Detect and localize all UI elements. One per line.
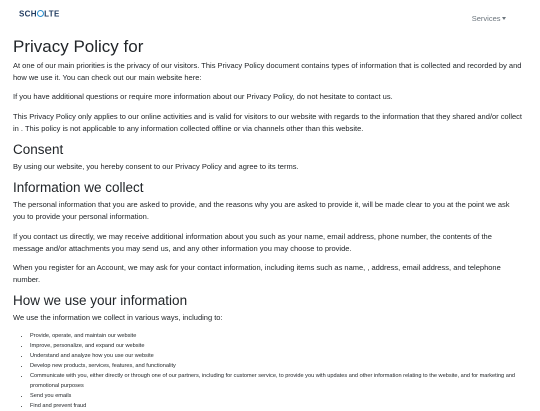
intro-paragraph: At one of our main priorities is the privacy of our visitors. This Privacy Policy document contains types of information that is collected and recorded by and how we use it. You can check out our main website here: <box>13 61 522 83</box>
schulte-logo[interactable] <box>19 10 65 24</box>
page-title: Privacy Policy for <box>13 37 144 56</box>
list-item: • Communicate with you, either directly or through one of our partners, including for customer service, to provide you with updates and other information relating to the website, and for marketing and promotional purposes <box>30 371 527 391</box>
intro-paragraph: If you have additional questions or require more information about our Privacy Policy, do not hesitate to contact us. <box>13 92 393 102</box>
services-label: Services <box>471 14 501 23</box>
list-item: • Develop new products, services, features, and functionality <box>30 361 527 371</box>
info-collect-paragraph: When you register for an Account, we may ask for your contact information, including items such as name, , address, email address, and telephone number. <box>13 263 501 285</box>
intro-paragraph: This Privacy Policy only applies to our online activities and is valid for visitors to our website with regards to the information that they shared and/or collect in . This policy is not applicable to any information collected offline or via channels other than this website. <box>13 111 522 133</box>
navbar <box>0 0 540 36</box>
logo-ring-icon <box>37 10 44 17</box>
usage-list <box>13 331 527 411</box>
info-collect-paragraph: If you contact us directly, we may receive additional information about you such as your name, email address, phone number, the contents of the message and/or attachments you may send us, and any other information you may choose to provide. <box>13 231 492 253</box>
info-collect-paragraph: The personal information that you are asked to provide, and the reasons why you are asked to provide it, will be made clear to you at the point we ask you to provide your personal information. <box>13 200 510 222</box>
list-item: • Understand and analyze how you use our website <box>30 351 527 361</box>
how-we-use-heading: How we use your information <box>13 293 188 309</box>
logo-wordmark: SCH LTE <box>19 9 60 19</box>
list-item: • Provide, operate, and maintain our website <box>30 331 527 341</box>
caret-down-icon <box>502 17 506 20</box>
list-item: • Improve, personalize, and expand our website <box>30 341 527 351</box>
list-item: • Send you emails <box>30 391 527 401</box>
list-item: • Find and prevent fraud <box>30 401 527 411</box>
consent-heading: Consent <box>13 142 64 158</box>
services-dropdown[interactable] <box>472 14 506 23</box>
policy-content <box>0 37 540 411</box>
how-we-use-intro: We use the information we collect in various ways, including to: <box>13 313 223 323</box>
info-collect-heading: Information we collect <box>13 180 144 196</box>
consent-paragraph: By using our website, you hereby consent to our Privacy Policy and agree to its terms. <box>13 162 299 172</box>
